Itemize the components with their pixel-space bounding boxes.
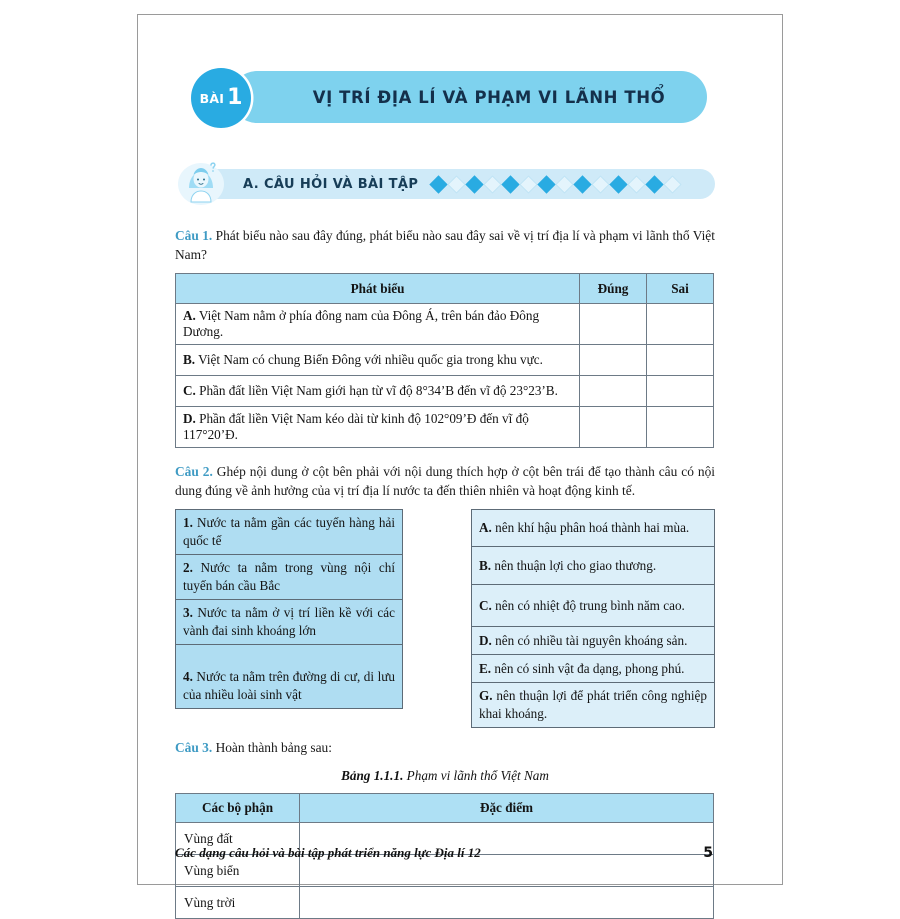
matching-exercise [175, 509, 715, 728]
statement-key: C. [183, 383, 196, 399]
item-text: Nước ta nằm ở vị trí liền kề với các vành đai sinh khoáng lớn [183, 604, 395, 638]
answer-true-cell[interactable] [580, 376, 647, 407]
diamond-icon [538, 175, 556, 193]
item-key: 1. [183, 515, 193, 531]
item-text: nên có nhiệt độ trung bình năm cao. [491, 597, 685, 613]
diamond-icon [574, 175, 592, 193]
statement-text: Phần đất liền Việt Nam giới hạn từ vĩ độ 8°34’B đến vĩ độ 23°23’B. [195, 383, 558, 399]
matching-left-item[interactable] [175, 509, 403, 555]
item-key: E. [479, 660, 492, 676]
diamond-icon [556, 175, 574, 193]
item-text: nên thuận lợi để phát triển công nghiệp khai khoáng. [479, 688, 707, 722]
matching-right-item[interactable] [471, 683, 715, 728]
part-cell: Vùng đất [176, 823, 300, 855]
table-caption [175, 768, 715, 784]
column-header-false: Sai [647, 274, 714, 304]
lesson-banner [175, 68, 715, 130]
statement-text: Việt Nam nằm ở phía đông nam của Đông Á, trên bán đảo Đông Dương. [183, 308, 540, 340]
statement-key: D. [183, 411, 196, 427]
question-3-text [175, 738, 715, 757]
question-3-body: Hoàn thành bảng sau: [212, 740, 332, 756]
item-key: 4. [183, 668, 193, 684]
part-cell: Vùng trời [176, 887, 300, 919]
page-footer [175, 845, 713, 861]
diamond-icon [520, 175, 538, 193]
item-text: Nước ta nằm gần các tuyến hàng hải quốc tế [183, 515, 395, 549]
item-key: 3. [183, 604, 193, 620]
page-content [175, 14, 715, 910]
diamond-icon [592, 175, 610, 193]
diamond-icon [610, 175, 628, 193]
diamond-icon [484, 175, 502, 193]
answer-true-cell[interactable] [580, 345, 647, 376]
item-key: B. [479, 557, 492, 573]
item-key: D. [479, 632, 492, 648]
table-row [176, 345, 714, 376]
table-header-row [176, 794, 714, 823]
question-2-text [175, 462, 715, 500]
table-row [176, 304, 714, 345]
diamond-icon [664, 175, 682, 193]
question-1-label: Câu 1. [175, 228, 213, 243]
section-header-bar [201, 169, 715, 199]
statement-key: A. [183, 308, 196, 324]
part-cell: Vùng biển [176, 855, 300, 887]
table-caption-number: Bảng 1.1.1. [341, 768, 404, 784]
item-text: Nước ta nằm trên đường di cư, di lưu của nhiều loài sinh vật [183, 668, 395, 702]
answer-true-cell[interactable] [580, 304, 647, 345]
section-header [175, 164, 715, 208]
question-2-label: Câu 2. [175, 464, 213, 480]
question-2-body: Ghép nội dung ở cột bên phải với nội dung thích hợp ở cột bên trái để tạo thành câu có nội dung đúng về ảnh hưởng của vị trí địa lí nước ta đến thiên nhiên và hoạt động kinh tế. [175, 464, 715, 499]
statement-cell [176, 407, 580, 448]
statement-key: B. [183, 352, 196, 368]
matching-left-column [175, 509, 403, 728]
table-row [176, 407, 714, 448]
table-caption-title: Phạm vi lãnh thổ Việt Nam [403, 768, 549, 784]
matching-left-item[interactable] [175, 600, 403, 645]
statement-text: Việt Nam có chung Biển Đông với nhiều quốc gia trong khu vực. [195, 352, 543, 368]
statement-cell [176, 345, 580, 376]
answer-false-cell[interactable] [647, 304, 714, 345]
matching-right-item[interactable] [471, 547, 715, 585]
diamond-decoration [432, 178, 679, 191]
diamond-icon [502, 175, 520, 193]
lesson-banner-bar [231, 71, 707, 123]
column-header-features: Đặc điểm [300, 794, 714, 823]
matching-right-item[interactable] [471, 509, 715, 547]
matching-right-item[interactable] [471, 627, 715, 655]
item-text: nên có nhiều tài nguyên khoáng sản. [491, 632, 688, 648]
diamond-icon [646, 175, 664, 193]
diamond-icon [466, 175, 484, 193]
table-row [176, 376, 714, 407]
answer-false-cell[interactable] [647, 376, 714, 407]
matching-right-column [471, 509, 715, 728]
statement-cell [176, 304, 580, 345]
item-key: G. [479, 688, 493, 704]
item-key: A. [479, 520, 492, 536]
item-text: nên có sinh vật đa dạng, phong phú. [491, 660, 685, 676]
diamond-icon [448, 175, 466, 193]
column-header-true: Đúng [580, 274, 647, 304]
matching-left-item[interactable] [175, 645, 403, 709]
question-1-text [175, 226, 715, 264]
answer-true-cell[interactable] [580, 407, 647, 448]
diamond-icon [430, 175, 448, 193]
column-header-statement: Phát biểu [176, 274, 580, 304]
matching-right-item[interactable] [471, 585, 715, 627]
lesson-badge-number: 1 [227, 85, 243, 110]
item-text: nên thuận lợi cho giao thương. [491, 557, 657, 573]
footer-book-title: Các dạng câu hỏi và bài tập phát triển năng lực Địa lí 12 [175, 845, 481, 860]
section-title: A. CÂU HỎI VÀ BÀI TẬP [243, 176, 419, 192]
diamond-icon [628, 175, 646, 193]
answer-false-cell[interactable] [647, 345, 714, 376]
item-key: C. [479, 597, 492, 613]
table-header-row [176, 274, 714, 304]
answer-false-cell[interactable] [647, 407, 714, 448]
lesson-badge [191, 68, 251, 128]
question-1-body: Phát biểu nào sau đây đúng, phát biểu nào sau đây sai về vị trí địa lí và phạm vi lãnh thổ Việt Nam? [175, 228, 715, 263]
item-text: Nước ta nằm trong vùng nội chí tuyến bán cầu Bắc [183, 560, 395, 593]
question-3-label: Câu 3. [175, 740, 213, 756]
table-row [176, 887, 714, 919]
feature-cell[interactable] [300, 887, 714, 919]
lesson-badge-word: BÀI [199, 90, 225, 106]
column-header-parts: Các bộ phận [176, 794, 300, 823]
item-text: nên khí hậu phân hoá thành hai mùa. [491, 520, 690, 536]
matching-left-item[interactable] [175, 555, 403, 600]
lesson-title: VỊ TRÍ ĐỊA LÍ VÀ PHẠM VI LÃNH THỔ [312, 87, 666, 107]
student-question-icon [175, 160, 227, 206]
statement-cell [176, 376, 580, 407]
item-key: 2. [183, 560, 193, 576]
statements-table [175, 273, 714, 448]
page-number: 5 [703, 845, 713, 861]
statement-text: Phần đất liền Việt Nam kéo dài từ kinh độ 102°09’Đ đến vĩ độ 117°20’Đ. [183, 411, 529, 443]
matching-right-item[interactable] [471, 655, 715, 683]
